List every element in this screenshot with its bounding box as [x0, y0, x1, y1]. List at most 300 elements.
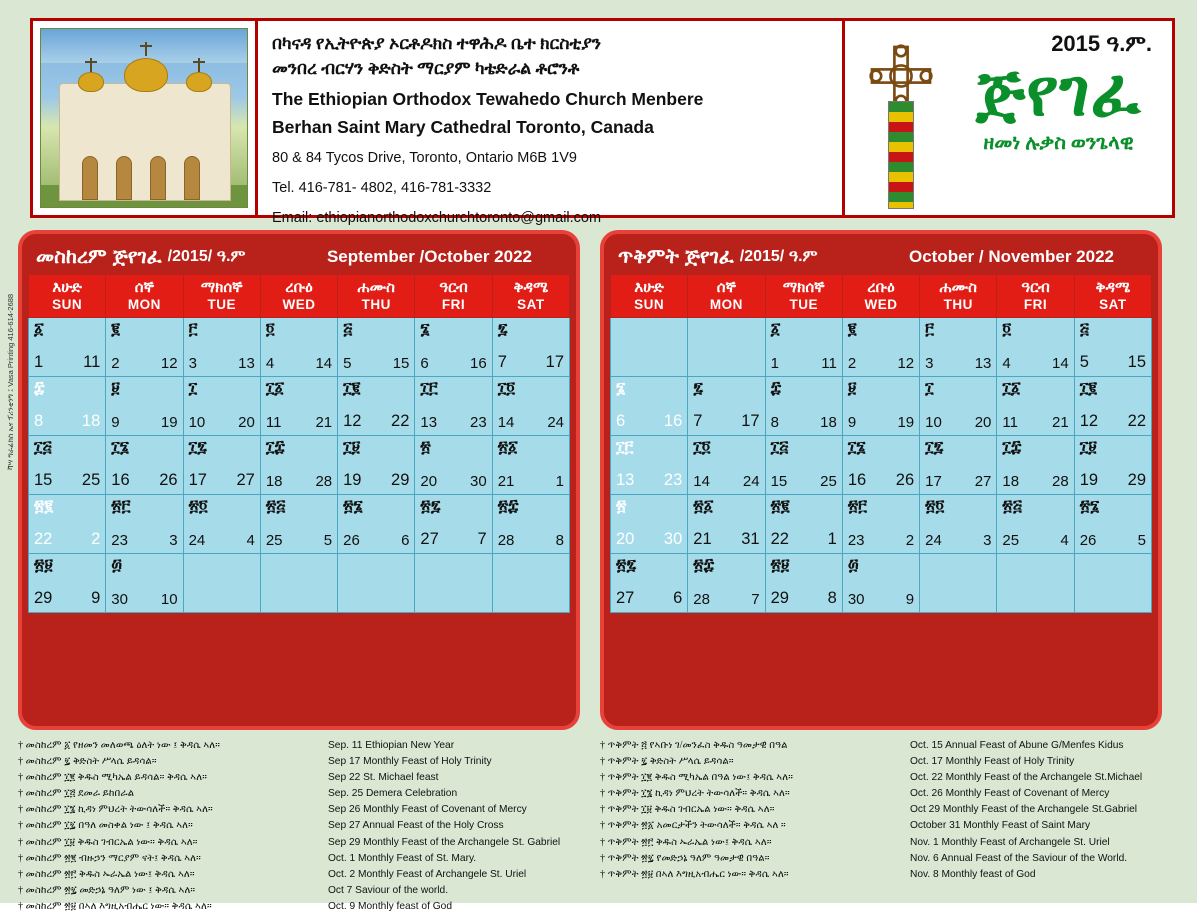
calendar-day-cell[interactable] [688, 377, 765, 436]
day-numbers [111, 355, 177, 372]
calendar-day-cell[interactable] [1074, 318, 1151, 377]
geez-numeral: ፯ [693, 380, 703, 397]
geez-numeral: ፮ [616, 380, 626, 397]
day-numbers [693, 412, 759, 431]
ethiopian-day-number: 14 [693, 473, 710, 490]
gregorian-day-number: 19 [160, 414, 178, 431]
note-line: † መስከረም ፲፪ ቅዱስ ሚካኤል ይዳሳል። ቅዳሴ ኣለ። [18, 772, 207, 784]
ethiopian-day-number: 1 [770, 355, 779, 372]
month-name-english: October / November 2022 [908, 247, 1114, 266]
note-line: Sep. 25 Demera Celebration [328, 788, 458, 800]
note-line: Sep 27 Annual Feast of the Holy Cross [328, 820, 504, 832]
gregorian-day-number: 9 [905, 591, 915, 608]
ethiopian-day-number: 28 [693, 591, 710, 608]
church-building [59, 83, 231, 201]
calendar-table-tikimt [610, 274, 1152, 613]
note-line: Oct. 9 Monthly feast of God [328, 900, 453, 912]
ethiopian-day-number: 18 [1002, 473, 1020, 490]
calendar-week-row [611, 495, 1152, 554]
window-icon [82, 156, 98, 200]
ethiopian-day-number: 2 [847, 355, 857, 372]
gregorian-day-number: 10 [160, 591, 178, 608]
gregorian-day-number: 12 [160, 355, 178, 372]
day-numbers [848, 532, 914, 549]
ethiopian-day-number: 2 [111, 355, 120, 372]
window-icon [184, 156, 200, 200]
day-numbers [34, 471, 100, 490]
ethiopian-day-number: 12 [1079, 412, 1099, 430]
weekday-wed: ረቡዕ WED [260, 275, 337, 318]
geez-numeral: ፴ [111, 557, 123, 574]
calendar-day-cell[interactable] [997, 377, 1074, 436]
geez-numeral: ፲፮ [111, 439, 130, 456]
gregorian-day-number: 19 [897, 414, 915, 431]
ethiopian-day-number: 12 [343, 412, 362, 430]
day-numbers [420, 473, 486, 490]
gregorian-day-number: 20 [238, 414, 255, 431]
day-numbers [771, 355, 837, 372]
calendar-day-cell[interactable] [920, 436, 997, 495]
church-phone: Tel. 416-781- 4802, 416-781-3332 [272, 180, 492, 196]
gregorian-day-number: 28 [315, 473, 333, 490]
cross-icon [198, 58, 200, 72]
calendar-subtitle-amharic: ዘመነ ሉቃስ ወንጌላዊ [983, 132, 1134, 155]
ethiopian-day-number: 17 [188, 471, 207, 489]
cross-staff [888, 101, 914, 209]
geez-numeral: ፲፰ [1002, 439, 1022, 456]
gregorian-day-number: 27 [974, 473, 992, 490]
ethiopian-day-number: 11 [1002, 414, 1018, 431]
month-panel-tikimt [600, 230, 1162, 730]
note-line: Oct. 17 Monthly Feast of Holy Trinity [910, 756, 1075, 768]
day-numbers [616, 412, 682, 431]
day-numbers [498, 353, 564, 372]
gregorian-day-number: 2 [905, 532, 915, 549]
ethiopian-day-number: 30 [847, 591, 865, 608]
church-address: 80 & 84 Tycos Drive, Toronto, Ontario M6B 1V9 [272, 149, 577, 166]
year-label: 2015 ዓ.ም. [1051, 31, 1152, 56]
calendar-day-cell[interactable] [611, 554, 688, 613]
geez-numeral: ፳ [420, 439, 431, 456]
calendar-day-cell[interactable] [338, 318, 415, 377]
day-numbers [266, 414, 332, 431]
note-line: Sep 26 Monthly Feast of Covenant of Mercy [328, 804, 527, 816]
day-numbers [771, 473, 837, 490]
geez-numeral: ፳፯ [420, 498, 441, 515]
geez-numeral: ፰ [770, 380, 782, 397]
header-text-block [255, 21, 842, 227]
calendar-empty-cell [997, 554, 1074, 613]
calendar-day-cell[interactable] [183, 495, 260, 554]
calendar-day-cell[interactable] [338, 495, 415, 554]
ethiopian-day-number: 17 [925, 473, 942, 490]
calendar-day-cell[interactable] [997, 436, 1074, 495]
ethiopian-day-number: 11 [265, 414, 282, 431]
geez-numeral: ፲ [925, 380, 934, 397]
gregorian-day-number: 29 [391, 471, 410, 489]
gregorian-day-number: 4 [1060, 532, 1069, 549]
gregorian-day-number: 30 [470, 473, 487, 490]
calendar-day-cell[interactable] [492, 436, 569, 495]
calendar-day-cell[interactable] [415, 495, 492, 554]
geez-numeral: ፳፩ [497, 439, 518, 456]
calendar-day-cell[interactable] [1074, 377, 1151, 436]
note-line: † ጥቅምት ፳፯ የመድኃኔ ዓለም ዓመታዊ በዓል። [600, 852, 770, 864]
calendar-day-cell[interactable] [765, 318, 842, 377]
calendar-day-cell[interactable] [611, 377, 688, 436]
window-icon [150, 156, 166, 200]
weekday-thu: ሐሙስ THU [920, 275, 997, 318]
calendar-day-cell[interactable] [338, 377, 415, 436]
calendar-day-cell[interactable] [106, 495, 183, 554]
calendar-day-cell[interactable] [842, 495, 919, 554]
calendar-empty-cell [688, 318, 765, 377]
calendar-week-row [29, 436, 570, 495]
gregorian-day-number: 7 [477, 530, 487, 548]
geez-numeral: ፫ [188, 321, 198, 338]
gregorian-day-number: 20 [974, 414, 992, 431]
day-numbers [498, 414, 564, 431]
day-numbers [343, 412, 409, 431]
gregorian-day-number: 28 [1052, 473, 1069, 490]
ethiopian-day-number: 13 [420, 414, 438, 431]
weekday-sat: ቅዳሜ SAT [492, 275, 569, 318]
ethiopian-day-number: 9 [111, 414, 120, 431]
calendar-day-cell[interactable] [29, 436, 106, 495]
day-numbers [848, 591, 914, 608]
calendar-day-cell[interactable] [765, 554, 842, 613]
calendar-empty-cell [260, 554, 337, 613]
geez-numeral: ፲፭ [770, 439, 789, 456]
day-numbers [848, 414, 914, 431]
calendar-day-cell[interactable] [920, 377, 997, 436]
day-numbers [1080, 412, 1146, 431]
ethiopian-day-number: 5 [343, 355, 352, 372]
dome-icon [186, 72, 212, 92]
day-numbers [189, 414, 255, 431]
geez-numeral: ፱ [111, 380, 120, 397]
geez-numeral: ፲፪ [343, 380, 361, 397]
note-line: Sep 29 Monthly Feast of the Archangele St. Gabriel [328, 836, 561, 848]
weekday-fri: ዓርብ FRI [415, 275, 492, 318]
weekday-sun: እሁድ SUN [611, 275, 688, 318]
gregorian-day-number: 11 [83, 353, 101, 371]
notes-english-tikimt [910, 738, 1166, 883]
calendar-week-row [29, 377, 570, 436]
note-line: Oct. 15 Annual Feast of Abune G/Menfes Kidus [910, 740, 1124, 751]
day-numbers [34, 530, 100, 549]
ethiopian-day-number: 24 [925, 532, 942, 549]
weekday-mon: ሰኞ MON [106, 275, 183, 318]
note-line: Sep 17 Monthly Feast of Holy Trinity [328, 756, 492, 768]
calendar-day-cell[interactable] [920, 318, 997, 377]
gregorian-day-number: 6 [401, 532, 410, 549]
gregorian-day-number: 5 [1137, 532, 1146, 549]
calendar-day-cell[interactable] [29, 377, 106, 436]
ethiopian-day-number: 26 [1079, 532, 1097, 549]
gregorian-day-number: 25 [81, 471, 101, 489]
geez-numeral: ፮ [420, 321, 430, 338]
calendar-empty-cell [1074, 554, 1151, 613]
geez-numeral: ፲፰ [265, 439, 285, 456]
note-line: Nov. 1 Monthly Feast of Archangele St. Uriel [910, 836, 1110, 848]
geez-numeral: ፳፮ [1079, 498, 1100, 515]
gregorian-day-number: 9 [91, 589, 101, 607]
geez-numeral: ፬ [265, 321, 275, 338]
month-year-amharic: ጅየገፈ [684, 245, 734, 268]
geez-numeral: ፳፯ [616, 557, 637, 574]
calendar-day-cell[interactable] [611, 436, 688, 495]
geez-numeral: ፳፫ [111, 498, 131, 515]
printer-credit: ቫሣ ግራፊክስ ኤና ፕሪንቲንግ ፤ Vasa Printing 416-614-2688 [6, 293, 15, 470]
calendar-day-cell[interactable] [260, 495, 337, 554]
ethiopian-day-number: 4 [265, 355, 275, 372]
calendar-table-meskerem [28, 274, 570, 613]
calendar-day-cell[interactable] [1074, 436, 1151, 495]
gregorian-day-number: 7 [751, 591, 760, 608]
gregorian-day-number: 16 [663, 412, 683, 430]
note-line: † ጥቅምት ፲፮ ኪዳነ ምህረት ትውሳለች። ቅዳሴ ኣለ። [600, 788, 790, 800]
geez-numeral: ፳፮ [343, 498, 363, 515]
gregorian-day-number: 26 [895, 471, 915, 489]
calendar-day-cell[interactable] [1074, 495, 1151, 554]
day-numbers [1080, 532, 1146, 549]
calendar-day-cell[interactable] [765, 495, 842, 554]
cross-icon [145, 42, 147, 56]
day-numbers [420, 414, 486, 431]
ethiopian-day-number: 20 [616, 530, 635, 548]
day-numbers [616, 589, 682, 608]
geez-numeral: ፯ [497, 321, 508, 338]
dome-icon [78, 72, 104, 92]
ethiopian-day-number: 19 [343, 471, 362, 489]
day-numbers [1002, 532, 1068, 549]
ethiopian-day-number: 7 [693, 412, 703, 430]
calendar-day-cell[interactable] [415, 318, 492, 377]
cross-svg [868, 43, 934, 109]
ethiopian-day-number: 18 [265, 473, 283, 490]
day-numbers [420, 355, 486, 372]
ethiopian-day-number: 10 [188, 414, 206, 431]
calendar-title-amharic: ጅየገፈ [975, 57, 1142, 130]
calendar-day-cell[interactable] [492, 318, 569, 377]
ethiopian-day-number: 22 [770, 530, 789, 548]
day-numbers [693, 591, 759, 608]
note-line: † መስከረም ፩ የዘመን መለወጫ ዕለት ነው ፤ ቅዳሴ ኣለ። [18, 740, 221, 751]
ethiopian-day-number: 27 [420, 530, 439, 548]
calendar-day-cell[interactable] [29, 554, 106, 613]
day-numbers [343, 532, 409, 549]
note-line: † መስከረም ፯ ቅድስት ሥላሴ ይዳሳል። [18, 756, 157, 768]
day-numbers [771, 530, 837, 549]
calendar-day-cell[interactable] [997, 495, 1074, 554]
gregorian-day-number: 24 [742, 473, 760, 490]
ethiopian-day-number: 6 [616, 412, 626, 430]
calendar-day-cell[interactable] [106, 554, 183, 613]
note-line: † መስከረም ፳፪ ብዙኃን ማርያም ናት፤ ቅዳሴ ኣለ። [18, 852, 201, 864]
calendar-body-tikimt [611, 318, 1152, 613]
calendar-day-cell[interactable] [260, 377, 337, 436]
day-numbers [420, 530, 486, 549]
geez-numeral: ፩ [34, 321, 44, 338]
note-line: Oct. 22 Monthly Feast of the Archangele St.Michael [910, 772, 1143, 784]
ethiopian-day-number: 20 [420, 473, 438, 490]
weekday-header-row [611, 275, 1152, 318]
month-title-meskerem [28, 240, 570, 274]
calendar-day-cell[interactable] [106, 318, 183, 377]
geez-numeral: ፰ [34, 380, 45, 397]
calendar-week-row [611, 377, 1152, 436]
gregorian-day-number: 5 [323, 532, 333, 549]
calendar-day-cell[interactable] [106, 436, 183, 495]
calendar-day-cell[interactable] [842, 436, 919, 495]
day-numbers [111, 591, 177, 608]
ethiopian-day-number: 30 [111, 591, 128, 608]
day-numbers [616, 471, 682, 490]
gregorian-day-number: 1 [555, 473, 564, 490]
notes-amharic-meskerem [18, 738, 318, 915]
calendar-day-cell[interactable] [842, 318, 919, 377]
note-line: † መስከረም ፲፮ ኪዳነ ምህረት ትውሳለች። ቅዳሴ ኣለ። [18, 804, 213, 816]
church-name-amharic-1: በካናዳ የኢትዮጵያ ኦርቶዶክስ ተዋሕዶ ቤተ ክርስቲያን [272, 33, 602, 53]
calendar-day-cell[interactable] [688, 436, 765, 495]
geez-numeral: ፩ [770, 321, 781, 338]
geez-numeral: ፲፱ [343, 439, 361, 456]
calendar-day-cell[interactable] [842, 554, 919, 613]
note-line: Nov. 6 Annual Feast of the Saviour of the World. [910, 852, 1128, 864]
day-numbers [266, 355, 332, 372]
geez-numeral: ፲፬ [693, 439, 711, 456]
calendar-day-cell[interactable] [688, 495, 765, 554]
day-numbers [771, 414, 837, 431]
calendar-day-cell[interactable] [492, 377, 569, 436]
calendar-day-cell[interactable] [29, 495, 106, 554]
month-year-label: /2015/ ዓ.ም [739, 248, 818, 265]
month-panel-meskerem [18, 230, 580, 730]
ethiopian-cross-icon [845, 21, 957, 215]
note-line: October 31 Monthly Feast of Saint Mary [910, 820, 1091, 832]
gregorian-day-number: 25 [820, 473, 837, 490]
gregorian-day-number: 17 [741, 412, 760, 430]
calendar-day-cell[interactable] [920, 495, 997, 554]
church-photo [40, 28, 248, 208]
weekday-tue: ማክሰኞ TUE [765, 275, 842, 318]
calendar-day-cell[interactable] [611, 495, 688, 554]
ethiopian-day-number: 28 [497, 532, 515, 549]
note-line: † ጥቅምት ፭ የኣቡነ ገ/መንፈስ ቅዱስ ዓመታዊ በዓል [600, 740, 788, 751]
day-numbers [266, 532, 332, 549]
header-banner [30, 18, 1175, 227]
ethiopian-day-number: 16 [111, 471, 130, 489]
day-numbers [266, 473, 332, 490]
ethiopian-day-number: 3 [925, 355, 934, 372]
ethiopian-day-number: 5 [1079, 353, 1089, 371]
church-email: Email: ethiopianorthodoxchurchtoronto@gmail.com [272, 210, 602, 227]
gregorian-day-number: 21 [1052, 414, 1069, 431]
calendar-day-cell[interactable] [183, 318, 260, 377]
calendar-empty-cell [183, 554, 260, 613]
month-name-amharic: መስከረም [36, 245, 107, 268]
note-line: Oct. 1 Monthly Feast of St. Mary. [328, 852, 477, 864]
day-numbers [1080, 471, 1146, 490]
calendar-day-cell[interactable] [183, 377, 260, 436]
geez-numeral: ፳፰ [693, 557, 715, 574]
ethiopian-day-number: 21 [693, 530, 712, 548]
weekday-sat: ቅዳሜ SAT [1074, 275, 1151, 318]
note-line: Oct. 26 Monthly Feast of Covenant of Mercy [910, 788, 1110, 800]
calendar-empty-cell [611, 318, 688, 377]
day-numbers [1002, 355, 1068, 372]
calendar-day-cell[interactable] [183, 436, 260, 495]
year-block [957, 21, 1172, 215]
gregorian-day-number: 3 [169, 532, 178, 549]
ethiopian-day-number: 25 [265, 532, 283, 549]
calendar-day-cell[interactable] [842, 377, 919, 436]
gregorian-day-number: 1 [827, 530, 837, 548]
calendar-day-cell[interactable] [106, 377, 183, 436]
calendar-day-cell[interactable] [765, 377, 842, 436]
ethiopian-day-number: 29 [770, 589, 789, 607]
calendar-day-cell[interactable] [415, 377, 492, 436]
geez-numeral: ፳፩ [693, 498, 714, 515]
gregorian-day-number: 12 [897, 355, 915, 372]
note-line: Sep 22 St. Michael feast [328, 772, 439, 784]
day-numbers [343, 471, 409, 490]
geez-numeral: ፳፫ [847, 498, 868, 515]
calendar-week-row [29, 554, 570, 613]
ethiopian-day-number: 1 [34, 353, 44, 371]
note-line: † ጥቅምት ፳፩ አመርታችን ትውሳለች። ቅዳሴ ኣለ ። [600, 820, 786, 832]
calendar-day-cell[interactable] [29, 318, 106, 377]
geez-numeral: ፲፬ [497, 380, 516, 397]
calendar-day-cell[interactable] [765, 436, 842, 495]
calendar-day-cell[interactable] [415, 436, 492, 495]
day-numbers [925, 473, 991, 490]
note-line: † መስከረም ፳፫ ቅዱስ ኡራኤል ነው፤ ቅዳሴ ኣለ። [18, 868, 195, 880]
ethiopian-day-number: 14 [497, 414, 515, 431]
ethiopian-day-number: 3 [188, 355, 197, 372]
note-line: † መስከረም ፳፱ በኣለ እግዚአብሔር ነው። ቅዳሴ ኣለ። [18, 900, 212, 912]
calendar-day-cell[interactable] [688, 554, 765, 613]
geez-numeral: ፲፭ [34, 439, 52, 456]
gregorian-day-number: 29 [1127, 471, 1146, 489]
day-numbers [925, 355, 991, 372]
gregorian-day-number: 6 [673, 589, 683, 607]
gregorian-day-number: 8 [827, 589, 837, 607]
calendar-day-cell[interactable] [492, 495, 569, 554]
gregorian-day-number: 3 [983, 532, 992, 549]
geez-numeral: ፲ [188, 380, 198, 397]
geez-numeral: ፳፪ [770, 498, 790, 515]
ethiopian-day-number: 24 [188, 532, 206, 549]
month-name-english: September /October 2022 [326, 247, 532, 266]
calendar-day-cell[interactable] [260, 318, 337, 377]
weekday-thu: ሐሙስ THU [338, 275, 415, 318]
calendar-body-meskerem [29, 318, 570, 613]
geez-numeral: ፲፫ [616, 439, 634, 456]
day-numbers [34, 353, 100, 372]
geez-numeral: ፳፰ [497, 498, 519, 515]
gregorian-day-number: 14 [315, 355, 333, 372]
gregorian-day-number: 4 [246, 532, 255, 549]
calendar-day-cell[interactable] [260, 436, 337, 495]
calendar-day-cell[interactable] [338, 436, 415, 495]
note-line: † ጥቅምት ፲፪ ቅዱስ ሚካኤል በዓል ነው፤ ቅዳሴ ኣለ። [600, 772, 793, 784]
geez-numeral: ፳፭ [1002, 498, 1022, 515]
geez-numeral: ፳፱ [770, 557, 790, 574]
geez-numeral: ፳፬ [925, 498, 945, 515]
calendar-day-cell[interactable] [997, 318, 1074, 377]
